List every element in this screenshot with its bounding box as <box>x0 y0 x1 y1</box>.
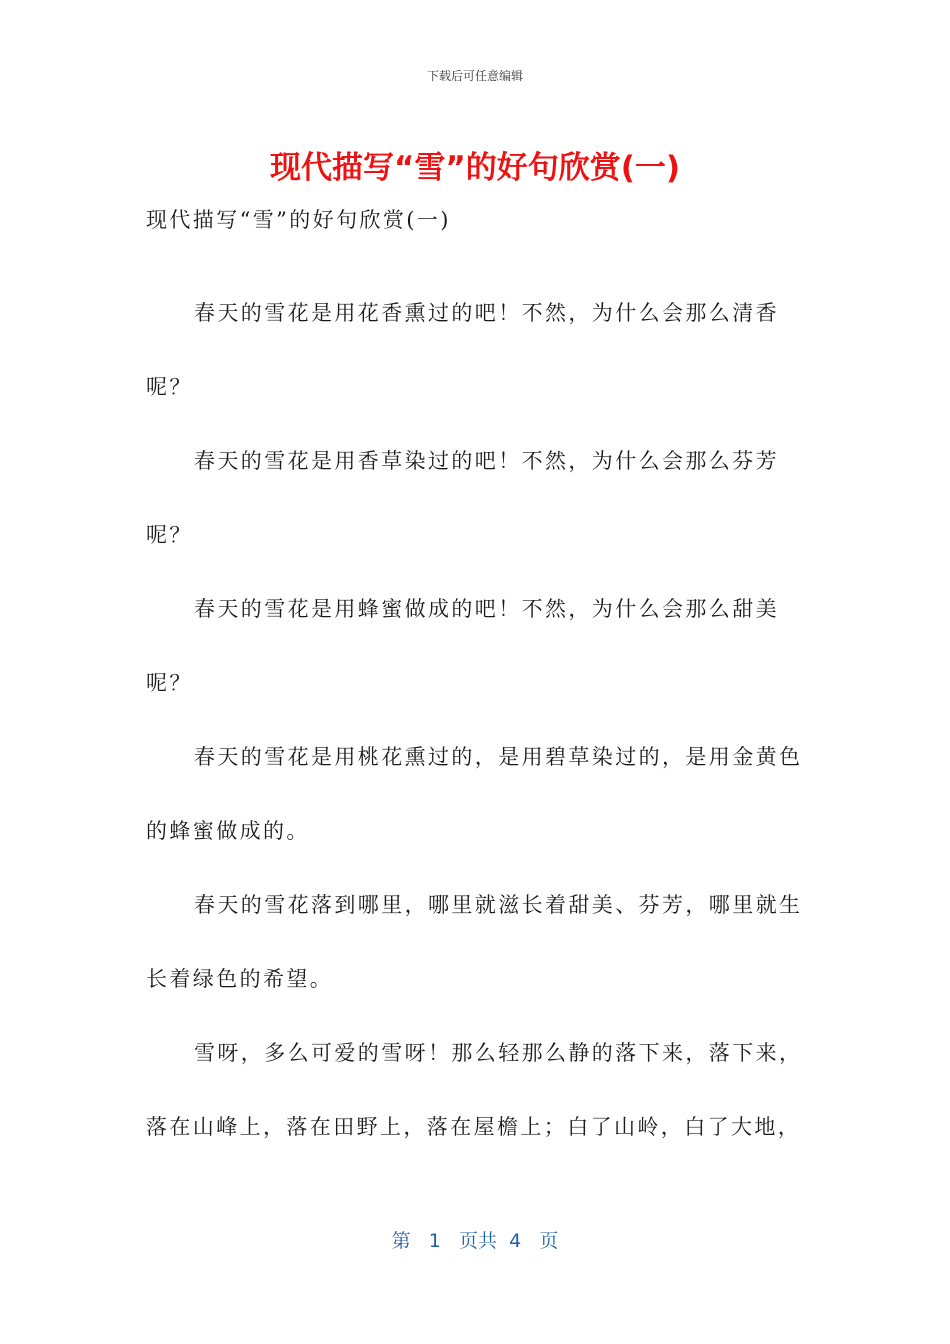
subtitle-line: 现代描写“雪”的好句欣赏(一) <box>146 208 451 232</box>
paragraph: 春天的雪花是用花香熏过的吧！不然，为什么会那么清香呢？ <box>146 301 779 399</box>
paragraph: 雪呀，多么可爱的雪呀！那么轻那么静的落下来，落下来，落在山峰上，落在田野上，落在屋檐上；白了山岭，白了大地， <box>146 1041 803 1139</box>
document-title: 现代描写“雪”的好句欣赏(一) <box>269 150 681 186</box>
footer-total-pages: 4 <box>509 1230 522 1252</box>
paragraph: 春天的雪花是用香草染过的吧！不然，为什么会那么芬芳呢？ <box>146 449 779 547</box>
paragraph: 春天的雪花是用蜂蜜做成的吧！不然，为什么会那么甜美呢？ <box>146 597 779 695</box>
footer-label-page: 第 <box>391 1230 411 1252</box>
footer-label-of: 页共 <box>459 1230 498 1252</box>
document-body <box>146 202 806 1164</box>
header-note: 下载后可任意编辑 <box>426 69 523 83</box>
page-footer <box>0 1226 950 1253</box>
footer-current-page: 1 <box>428 1230 441 1252</box>
paragraph: 春天的雪花是用桃花熏过的，是用碧草染过的，是用金黄色的蜂蜜做成的。 <box>146 745 803 843</box>
footer-label-end: 页 <box>539 1230 559 1252</box>
paragraph: 春天的雪花落到哪里，哪里就滋长着甜美、芬芳，哪里就生长着绿色的希望。 <box>146 893 803 991</box>
